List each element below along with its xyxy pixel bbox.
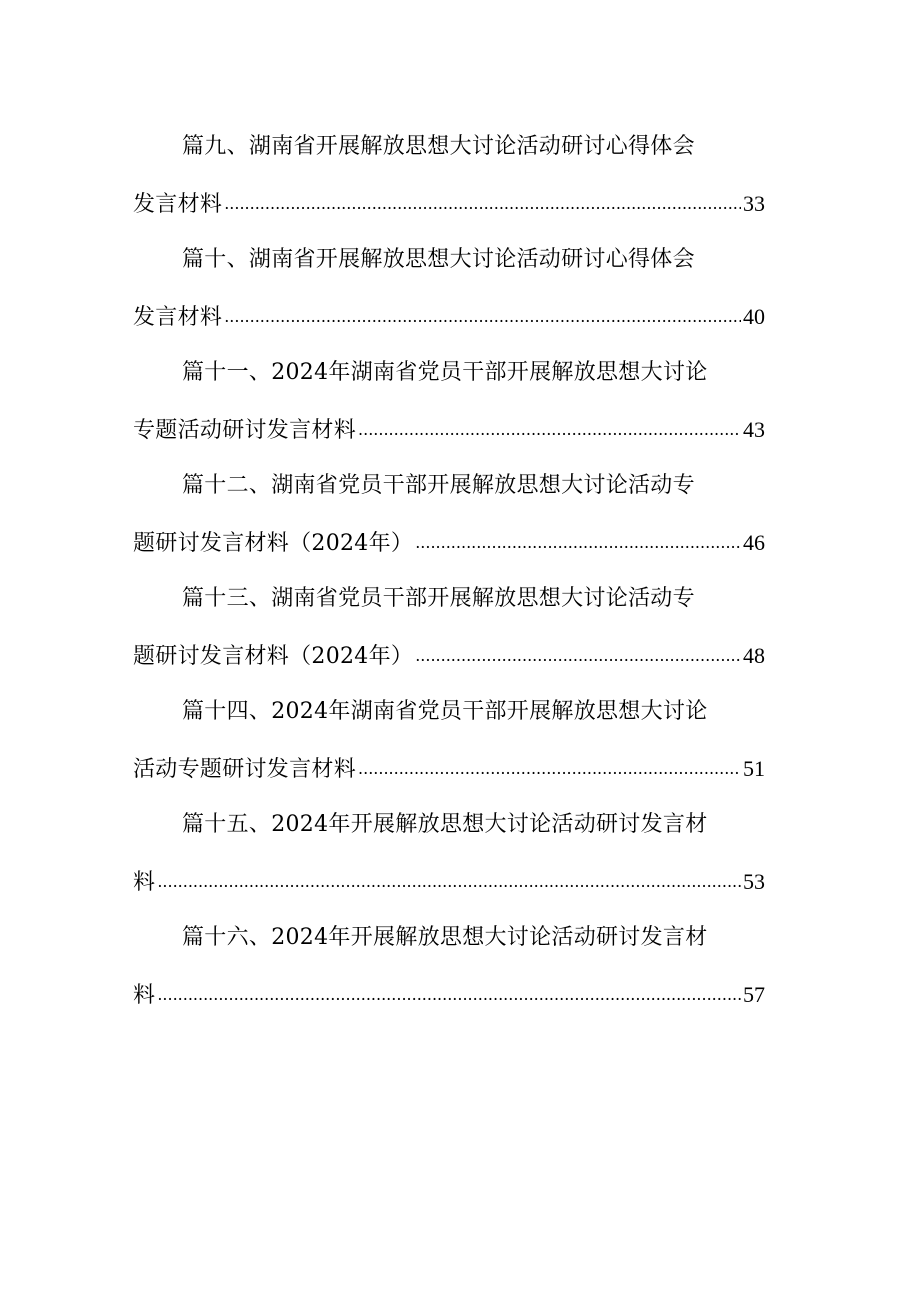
toc-entry-continuation [133, 627, 765, 684]
toc-entry-title-continued: 发言材料 [133, 192, 223, 217]
toc-entry-title-continued: 活动专题研讨发言材料 [133, 757, 357, 782]
toc-entry-title-continued: 专题活动研讨发言材料 [133, 418, 357, 443]
toc-entry-title: 篇九、湖南省开展解放思想大讨论活动研讨心得体会 [182, 134, 695, 159]
toc-page-number: 46 [743, 530, 765, 555]
table-of-contents [133, 118, 765, 1022]
toc-entry-title-continued: 料 [133, 983, 156, 1008]
toc-page-number: 40 [743, 304, 765, 329]
toc-entry-continuation [133, 740, 765, 797]
toc-page-number: 33 [743, 191, 765, 216]
toc-page-number: 53 [743, 869, 765, 894]
toc-entry[interactable] [133, 796, 765, 909]
toc-entry-title: 篇十二、湖南省党员干部开展解放思想大讨论活动专 [182, 473, 695, 498]
toc-entry[interactable] [133, 909, 765, 1022]
toc-entry-title-continued: 题研讨发言材料（2024年） [133, 644, 414, 669]
toc-entry-title-continued: 发言材料 [133, 305, 223, 330]
toc-entry-title-continued: 题研讨发言材料（2024年） [133, 531, 414, 556]
toc-entry-continuation [133, 853, 765, 910]
toc-entry-title: 篇十四、2024年湖南省党员干部开展解放思想大讨论 [182, 699, 708, 724]
toc-page-number: 48 [743, 643, 765, 668]
toc-entry-title: 篇十五、2024年开展解放思想大讨论活动研讨发言材 [182, 812, 708, 837]
dot-leader [157, 853, 741, 910]
toc-entry[interactable] [133, 344, 765, 457]
dot-leader [415, 627, 741, 684]
toc-entry-continuation [133, 288, 765, 345]
dot-leader [358, 401, 741, 458]
toc-entry-title: 篇十三、湖南省党员干部开展解放思想大讨论活动专 [182, 586, 695, 611]
toc-entry[interactable] [133, 683, 765, 796]
toc-entry-title-continued: 料 [133, 870, 156, 895]
dot-leader [358, 740, 741, 797]
toc-entry-continuation [133, 175, 765, 232]
toc-page-number: 43 [743, 417, 765, 442]
dot-leader [415, 514, 741, 571]
toc-entry-title: 篇十、湖南省开展解放思想大讨论活动研讨心得体会 [182, 247, 695, 272]
dot-leader [224, 175, 741, 232]
toc-entry-continuation [133, 514, 765, 571]
dot-leader [224, 288, 741, 345]
toc-entry[interactable] [133, 118, 765, 231]
toc-page-number: 57 [743, 982, 765, 1007]
toc-entry-title: 篇十一、2024年湖南省党员干部开展解放思想大讨论 [182, 360, 708, 385]
toc-entry-continuation [133, 966, 765, 1023]
toc-entry[interactable] [133, 231, 765, 344]
toc-entry[interactable] [133, 570, 765, 683]
toc-entry[interactable] [133, 457, 765, 570]
toc-page-number: 51 [743, 756, 765, 781]
toc-entry-title: 篇十六、2024年开展解放思想大讨论活动研讨发言材 [182, 925, 708, 950]
dot-leader [157, 966, 741, 1023]
toc-entry-continuation [133, 401, 765, 458]
